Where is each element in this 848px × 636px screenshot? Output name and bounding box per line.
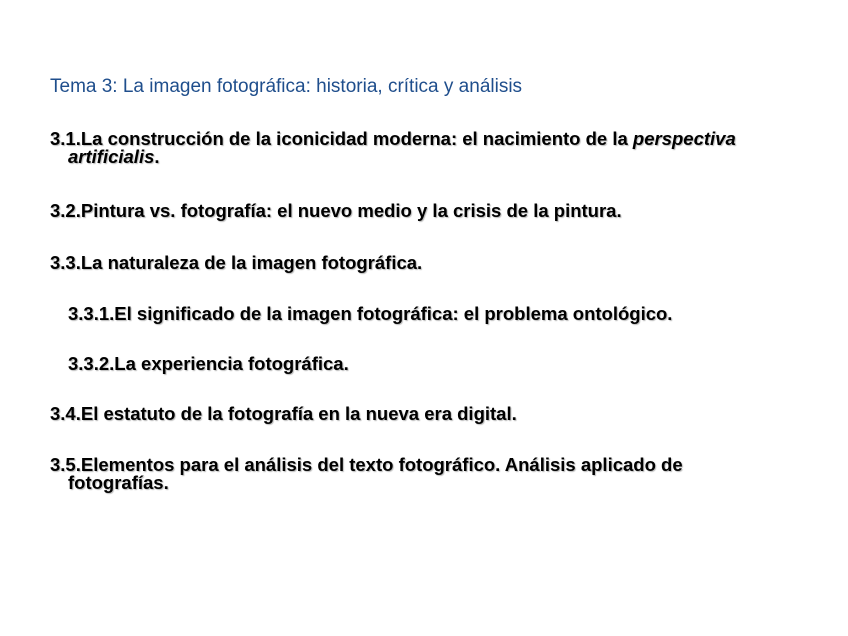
outline-item-3-2 (50, 202, 810, 220)
slide-title: Tema 3: La imagen fotográfica: historia, crítica y análisis (50, 76, 523, 97)
item-text: La construcción de la iconicidad moderna: el nacimiento de la (80, 128, 633, 149)
item-number: 3.5. (50, 454, 81, 475)
item-number: 3.3.1. (68, 303, 115, 324)
item-text: Pintura vs. fotografía: el nuevo medio y la crisis de la pintura. (80, 200, 622, 221)
item-number: 3.2. (50, 200, 81, 221)
item-text: Elementos para el análisis del texto fotográfico. Análisis aplicado de (80, 454, 683, 475)
item-number: 3.3.2. (68, 353, 115, 374)
outline-item-3-4 (50, 405, 810, 423)
outline-item-3-3 (50, 254, 810, 272)
item-number: 3.3. (50, 252, 81, 273)
outline-item-3-3-1 (68, 305, 828, 323)
item-text-continuation (50, 148, 820, 166)
item-text-italic: perspectiva (632, 128, 736, 149)
item-text: El estatuto de la fotografía en la nueva era digital. (80, 403, 517, 424)
outline-item-3-3-2 (68, 355, 828, 373)
item-text-end: . (154, 146, 160, 167)
outline-item-3-1 (50, 130, 820, 166)
item-text-continuation: fotografías. (68, 472, 169, 493)
outline-item-3-5 (50, 456, 810, 492)
item-text-italic: artificialis (68, 146, 155, 167)
item-text: La experiencia fotográfica. (114, 353, 349, 374)
item-text: La naturaleza de la imagen fotográfica. (80, 252, 423, 273)
item-text: El significado de la imagen fotográfica: el problema ontológico. (114, 303, 673, 324)
item-number: 3.4. (50, 403, 81, 424)
item-number: 3.1. (50, 128, 81, 149)
